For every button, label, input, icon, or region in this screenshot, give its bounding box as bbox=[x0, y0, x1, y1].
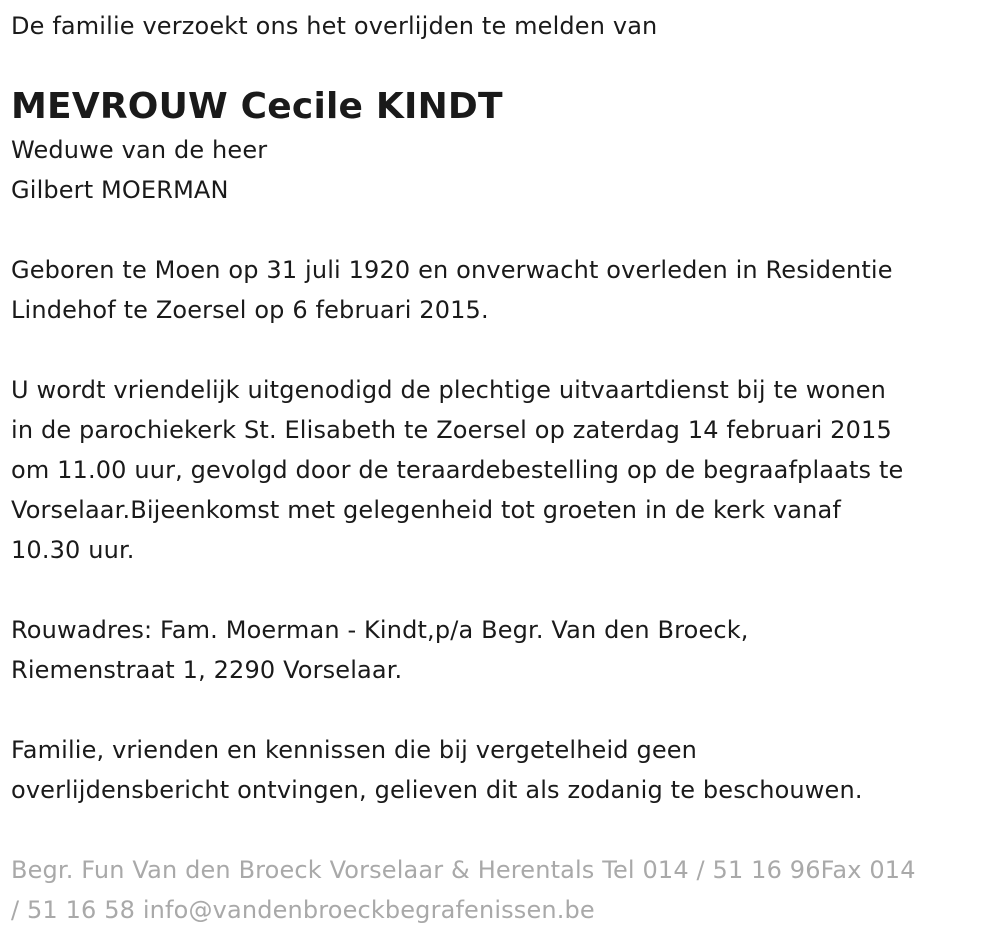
paragraph-line: Rouwadres: Fam. Moerman - Kindt,p/a Begr. Van den Broeck, bbox=[11, 616, 749, 644]
funeral-home-footer bbox=[11, 850, 991, 930]
paragraph-line: in de parochiekerk St. Elisabeth te Zoersel op zaterdag 14 februari 2015 bbox=[11, 416, 892, 444]
paragraph-line: Lindehof te Zoersel op 6 februari 2015. bbox=[11, 296, 489, 324]
paragraph-line: U wordt vriendelijk uitgenodigd de plechtige uitvaartdienst bij te wonen bbox=[11, 376, 886, 404]
obituary-notice bbox=[11, 0, 991, 930]
birth-death-paragraph bbox=[11, 250, 991, 330]
paragraph-line: overlijdensbericht ontvingen, gelieven dit als zodanig te beschouwen. bbox=[11, 776, 863, 804]
paragraph-line: Familie, vrienden en kennissen die bij vergetelheid geen bbox=[11, 736, 698, 764]
service-paragraph bbox=[11, 370, 991, 570]
deceased-name: MEVROUW Cecile KINDT bbox=[11, 86, 503, 127]
spouse-line-1: Weduwe van de heer bbox=[11, 136, 268, 164]
intro-text: De familie verzoekt ons het overlijden te melden van bbox=[11, 12, 658, 40]
paragraph-line: om 11.00 uur, gevolgd door de teraardebestelling op de begraafplaats te bbox=[11, 456, 904, 484]
footer-line: Begr. Fun Van den Broeck Vorselaar & Herentals Tel 014 / 51 16 96Fax 014 bbox=[11, 856, 916, 884]
paragraph-line: Riemenstraat 1, 2290 Vorselaar. bbox=[11, 656, 403, 684]
paragraph-line: 10.30 uur. bbox=[11, 536, 135, 564]
mourning-address-paragraph bbox=[11, 610, 991, 690]
notice-paragraph bbox=[11, 730, 991, 810]
spouse-line-2: Gilbert MOERMAN bbox=[11, 176, 229, 204]
footer-line: / 51 16 58 info@vandenbroeckbegrafenissen.be bbox=[11, 896, 595, 924]
paragraph-line: Vorselaar.Bijeenkomst met gelegenheid tot groeten in de kerk vanaf bbox=[11, 496, 841, 524]
paragraph-line: Geboren te Moen op 31 juli 1920 en onverwacht overleden in Residentie bbox=[11, 256, 893, 284]
